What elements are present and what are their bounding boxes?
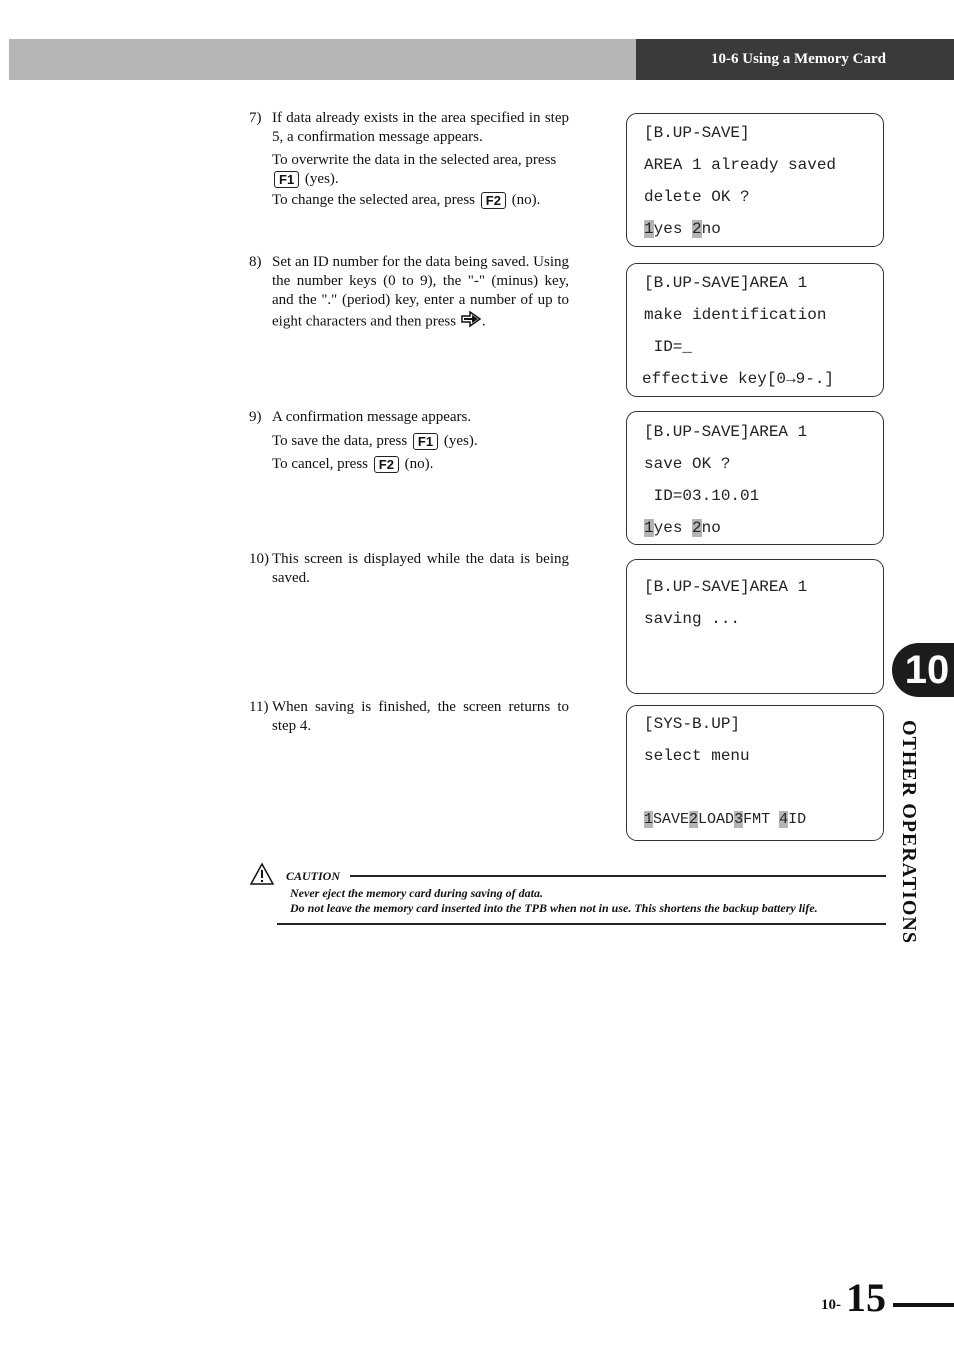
step-number: 10) — [249, 551, 269, 567]
lcd-line: [SYS-B.UP] — [644, 715, 741, 733]
lcd-key-highlight: 2 — [689, 811, 699, 828]
step-10 — [249, 550, 569, 588]
sub-text: To change the selected area, press — [272, 192, 476, 208]
lcd-option: yes — [653, 519, 693, 537]
lcd-line: make identification — [644, 306, 827, 324]
caution-bottom-rule — [277, 923, 886, 925]
lcd-option: yes — [653, 220, 693, 238]
lcd-option: FMT — [743, 811, 780, 828]
step-11 — [249, 698, 569, 736]
caution-rule — [350, 875, 886, 877]
sub-text: To save the data, press — [272, 433, 408, 449]
step-number: 9) — [249, 409, 262, 425]
lcd-line: delete OK ? — [644, 188, 750, 206]
lcd-line: ID=03.10.01 — [644, 487, 760, 505]
lcd-line: select menu — [644, 747, 750, 765]
lcd-option: ID — [788, 811, 807, 828]
step-number: 8) — [249, 254, 262, 270]
lcd-screen-backup-menu — [626, 705, 884, 841]
lcd-key-highlight: 3 — [734, 811, 744, 828]
page-number: 15 — [846, 1275, 886, 1320]
lcd-key-highlight: 1 — [644, 811, 654, 828]
lcd-line: [B.UP-SAVE]AREA 1 — [644, 578, 808, 596]
lcd-key-highlight: 1 — [644, 220, 654, 238]
step-text: A confirmation message appears. — [272, 409, 472, 425]
step-9 — [249, 408, 569, 474]
step-text — [272, 253, 569, 334]
step-number: 11) — [249, 699, 269, 715]
step-sub-1 — [272, 432, 569, 451]
lcd-key-highlight: 4 — [779, 811, 789, 828]
sub-text: (no). — [511, 192, 541, 208]
caution-label: CAUTION — [286, 869, 341, 883]
step-text: This screen is displayed while the data is being saved. — [272, 551, 569, 586]
sub-text: (yes). — [443, 433, 478, 449]
lcd-key-highlight: 1 — [644, 519, 654, 537]
lcd-line: [B.UP-SAVE] — [644, 124, 750, 142]
lcd-line — [644, 519, 721, 537]
lcd-line: save OK ? — [644, 455, 731, 473]
lcd-line — [644, 220, 721, 238]
lcd-line: [B.UP-SAVE]AREA 1 — [644, 423, 808, 441]
lcd-screen-enter-id — [626, 263, 884, 397]
sub-text: (no). — [404, 456, 434, 472]
lcd-line — [644, 811, 806, 828]
f2-key: F2 — [481, 192, 506, 209]
step-end: . — [481, 313, 486, 330]
lcd-screen-confirm-overwrite — [626, 113, 884, 247]
enter-key-icon — [460, 310, 482, 334]
step-text: If data already exists in the area specified in step 5, a confirmation message appears. — [272, 110, 569, 145]
step-number: 7) — [249, 110, 262, 126]
chapter-number: 10 — [904, 648, 950, 692]
warning-icon — [249, 862, 275, 891]
lcd-line: effective key[0→9-.] — [642, 370, 835, 388]
step-8 — [249, 253, 569, 334]
lcd-option: no — [701, 220, 721, 238]
chapter-title: OTHER OPERATIONS — [898, 720, 920, 944]
section-title: 10-6 Using a Memory Card — [711, 51, 886, 67]
caution-text-1: Never eject the memory card during saving of data. — [290, 886, 543, 900]
caution-text-2: Do not leave the memory card inserted into the TPB when not in use. This shortens the backup battery life. — [290, 901, 818, 915]
step-7 — [249, 109, 569, 210]
lcd-option: SAVE — [653, 811, 690, 828]
f2-key: F2 — [374, 456, 399, 473]
step-sub-2 — [272, 455, 569, 474]
page-number-rule — [893, 1303, 954, 1307]
lcd-line: AREA 1 already saved — [644, 156, 837, 174]
sub-text: (yes). — [304, 171, 339, 187]
lcd-line: ID=_ — [644, 338, 693, 356]
step-sub-1 — [272, 151, 569, 189]
lcd-line: saving ... — [644, 610, 741, 628]
f1-key: F1 — [274, 171, 299, 188]
lcd-screen-confirm-save — [626, 411, 884, 545]
sub-text: To overwrite the data in the selected area, press — [272, 152, 557, 168]
lcd-option: no — [701, 519, 721, 537]
lcd-option: LOAD — [698, 811, 735, 828]
step-text: When saving is finished, the screen returns to step 4. — [272, 699, 569, 734]
page-number-prefix: 10- — [821, 1297, 841, 1313]
sub-text: To cancel, press — [272, 456, 368, 472]
step-body: Set an ID number for the data being saved. Using the number keys (0 to 9), the "-" (minus) key, and the "." (period) key, enter a number of up to eight characters and then press — [272, 254, 569, 330]
f1-key: F1 — [413, 433, 438, 450]
lcd-line: [B.UP-SAVE]AREA 1 — [644, 274, 808, 292]
lcd-screen-saving — [626, 559, 884, 694]
lcd-key-highlight: 2 — [692, 519, 702, 537]
lcd-key-highlight: 2 — [692, 220, 702, 238]
step-sub-2 — [272, 191, 569, 210]
